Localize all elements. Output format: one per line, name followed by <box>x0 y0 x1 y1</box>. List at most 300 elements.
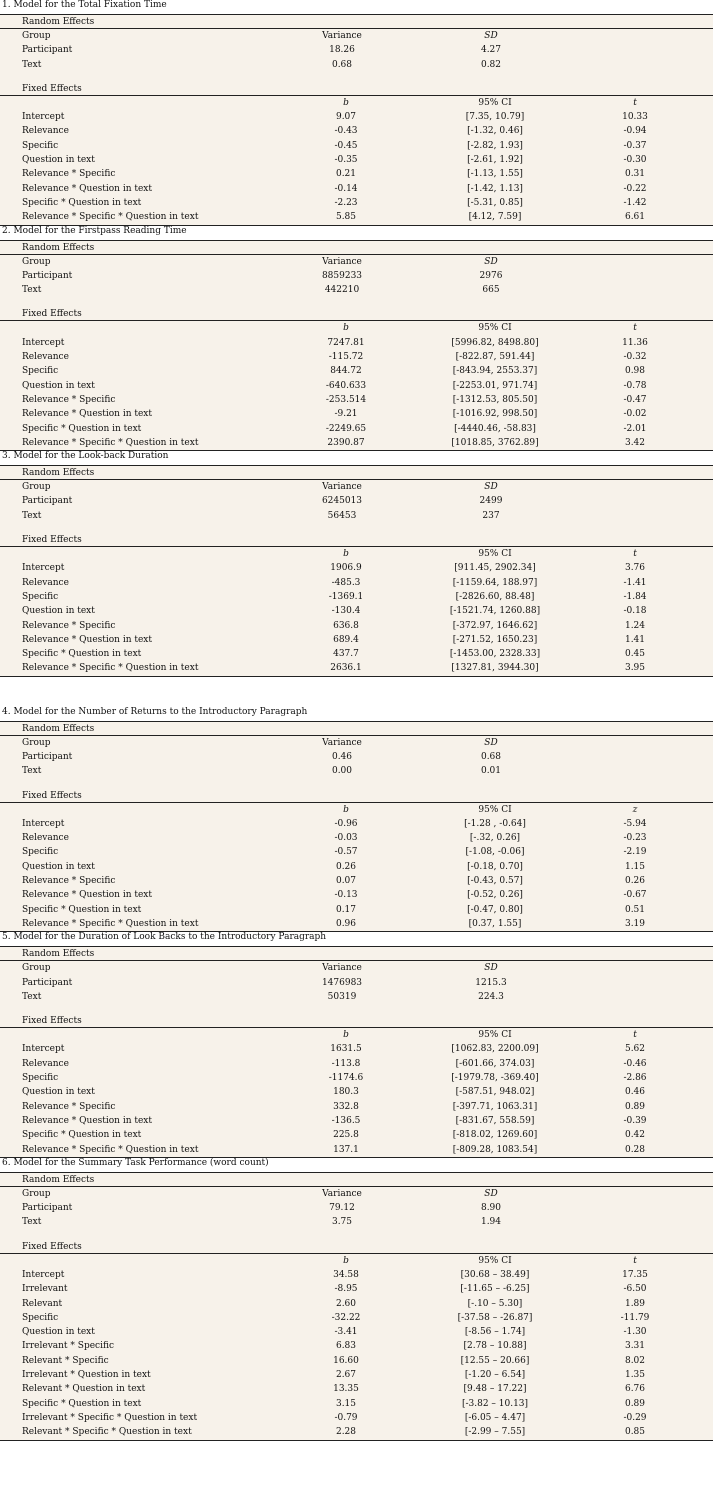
stat-value: 1.35 <box>624 1370 646 1381</box>
header-b: b <box>343 549 349 560</box>
stat-value: 1.24 <box>624 620 646 631</box>
header-sd: SD <box>484 963 498 974</box>
ci-value: [911.45, 2902.34] <box>454 563 536 574</box>
ci-value: [-2.99 – 7.55] <box>464 1427 526 1438</box>
term-name: Specific * Question in text <box>22 649 142 660</box>
b-value: -0.45 <box>334 140 358 151</box>
ci-value: [-4440.46, -58.83] <box>454 423 536 434</box>
fixed-effects-row <box>0 874 713 888</box>
fixed-effects-row <box>0 590 713 604</box>
stat-value: 1.41 <box>624 634 646 645</box>
sd-value: 1.94 <box>480 1217 502 1228</box>
stat-value: -0.23 <box>623 833 647 844</box>
fixed-effects-row <box>0 633 713 647</box>
random-effects-label: Random Effects <box>0 466 713 480</box>
model-section <box>0 226 713 452</box>
random-effects-label: Random Effects <box>0 241 713 255</box>
group-name: Text <box>22 766 42 777</box>
random-effects-row <box>0 509 713 523</box>
term-name: Relevance <box>22 577 69 588</box>
stat-value: 0.45 <box>624 649 646 660</box>
random-effects-row <box>0 269 713 283</box>
term-name: Relevant * Question in text <box>22 1384 146 1395</box>
header-sd: SD <box>484 482 498 493</box>
term-name: Intercept <box>22 818 65 829</box>
header-variance: Variance <box>322 256 362 267</box>
b-value: 2.28 <box>335 1427 357 1438</box>
random-effects-row <box>0 58 713 72</box>
random-effects-row <box>0 990 713 1004</box>
random-effects-block <box>0 15 713 82</box>
fixed-effects-row <box>0 196 713 210</box>
b-value: 16.60 <box>333 1355 359 1366</box>
b-value: 5.85 <box>335 212 357 223</box>
b-value: 13.35 <box>333 1384 359 1395</box>
header-b: b <box>343 804 349 815</box>
group-name: Text <box>22 510 42 521</box>
ci-value: [-1521.74, 1260.88] <box>449 606 541 617</box>
variance-value: 6245013 <box>321 496 363 507</box>
stat-value: -0.02 <box>623 409 647 420</box>
random-effects-row <box>0 494 713 508</box>
random-effects-row <box>0 1215 713 1229</box>
term-name: Relevance <box>22 833 69 844</box>
b-value: -0.43 <box>334 126 358 137</box>
section-title: 3. Model for the Look-back Duration <box>0 451 713 466</box>
variance-value: 0.46 <box>331 751 353 762</box>
term-name: Irrelevant * Specific * Question in text <box>22 1412 198 1423</box>
fixed-effects-block <box>0 1014 713 1158</box>
stat-value: 3.31 <box>624 1341 646 1352</box>
stat-value: 8.02 <box>624 1355 646 1366</box>
fixed-effects-label: Fixed Effects <box>0 1240 713 1254</box>
ci-value: [-6.05 – 4.47] <box>464 1412 526 1423</box>
term-name: Relevance * Specific * Question in text <box>22 918 199 929</box>
term-name: Relevance * Specific * Question in text <box>22 663 199 674</box>
random-effects-block <box>0 241 713 308</box>
b-value: -3.41 <box>334 1327 358 1338</box>
section-spacer <box>0 677 713 707</box>
fixed-effects-row <box>0 647 713 661</box>
spacer <box>0 779 713 789</box>
variance-value: 1476983 <box>321 977 363 988</box>
term-name: Question in text <box>22 380 95 391</box>
fixed-effects-row <box>0 124 713 138</box>
header-stat: t <box>633 1030 637 1041</box>
fixed-effects-row <box>0 1143 713 1158</box>
fixed-effects-row <box>0 1325 713 1339</box>
b-value: -0.03 <box>334 833 358 844</box>
b-value: -253.514 <box>325 394 367 405</box>
section-title: 2. Model for the Firstpass Reading Time <box>0 226 713 241</box>
term-name: Relevance * Specific <box>22 1101 116 1112</box>
group-name: Text <box>22 991 42 1002</box>
ci-value: [-1453.00, 2328.33] <box>449 649 541 660</box>
group-name: Text <box>22 1217 42 1228</box>
b-value: -136.5 <box>331 1115 361 1126</box>
spacer <box>0 523 713 533</box>
term-name: Relevance * Question in text <box>22 634 153 645</box>
stat-value: -0.67 <box>623 890 647 901</box>
stat-value: -1.41 <box>623 577 647 588</box>
fixed-effects-row <box>0 1057 713 1071</box>
fixed-effects-row <box>0 139 713 153</box>
fixed-effects-row <box>0 576 713 590</box>
fixed-effects-header <box>0 547 713 561</box>
sd-value: 2499 <box>479 496 503 507</box>
b-value: -0.35 <box>334 155 358 166</box>
stat-value: -2.86 <box>623 1073 647 1084</box>
random-effects-block <box>0 1173 713 1240</box>
fixed-effects-row <box>0 336 713 350</box>
stat-value: -0.37 <box>623 140 647 151</box>
b-value: 7247.81 <box>327 337 365 348</box>
section-title: 6. Model for the Summary Task Performance (word count) <box>0 1158 713 1173</box>
header-group: Group <box>22 256 51 267</box>
ci-value: [-5.31, 0.85] <box>467 197 523 208</box>
stat-value: 0.31 <box>624 169 646 180</box>
b-value: -32.22 <box>331 1312 361 1323</box>
term-name: Relevance <box>22 352 69 363</box>
fixed-effects-block <box>0 1240 713 1441</box>
variance-value: 50319 <box>327 991 357 1002</box>
ci-value: [-2826.60, 88.48] <box>455 591 535 602</box>
fixed-effects-row <box>0 1282 713 1296</box>
model-section <box>0 707 713 933</box>
b-value: -130.4 <box>331 606 361 617</box>
section-title: 5. Model for the Duration of Look Backs to the Introductory Paragraph <box>0 932 713 947</box>
fixed-effects-row <box>0 845 713 859</box>
header-b: b <box>343 1255 349 1266</box>
stat-value: -0.47 <box>623 394 647 405</box>
stat-value: -5.94 <box>623 818 647 829</box>
group-name: Text <box>22 59 42 70</box>
stat-value: 5.62 <box>624 1044 646 1055</box>
ci-value: [-37.58 – -26.87] <box>457 1312 533 1323</box>
ci-value: [9.48 – 17.22] <box>463 1384 527 1395</box>
term-name: Relevance * Specific * Question in text <box>22 1144 199 1155</box>
fixed-effects-row <box>0 1425 713 1440</box>
header-b: b <box>343 97 349 108</box>
fixed-effects-row <box>0 1397 713 1411</box>
fixed-effects-row <box>0 407 713 421</box>
term-name: Relevance * Specific <box>22 876 116 887</box>
ci-value: [2.78 – 10.88] <box>463 1341 527 1352</box>
term-name: Relevant <box>22 1298 63 1309</box>
b-value: 137.1 <box>333 1144 359 1155</box>
stat-value: -0.32 <box>623 352 647 363</box>
ci-value: [-1.13, 1.55] <box>467 169 523 180</box>
header-stat: t <box>633 97 637 108</box>
term-name: Specific <box>22 847 59 858</box>
random-effects-block <box>0 466 713 533</box>
stat-value: -0.78 <box>623 380 647 391</box>
fixed-effects-row <box>0 167 713 181</box>
model-section <box>0 451 713 677</box>
b-value: 0.07 <box>335 876 357 887</box>
b-value: 0.96 <box>335 918 357 929</box>
ci-value: [-822.87, 591.44] <box>455 352 535 363</box>
stat-value: -0.18 <box>623 606 647 617</box>
ci-value: [-587.51, 948.02] <box>455 1087 535 1098</box>
ci-value: [-0.47, 0.80] <box>467 904 523 915</box>
fixed-effects-row <box>0 1128 713 1142</box>
header-sd: SD <box>484 737 498 748</box>
b-value: -640.633 <box>325 380 367 391</box>
random-effects-row <box>0 1201 713 1215</box>
ci-value: [-271.52, 1650.23] <box>452 634 538 645</box>
b-value: 6.83 <box>335 1341 357 1352</box>
group-name: Participant <box>22 751 73 762</box>
stat-value: 1.89 <box>624 1298 646 1309</box>
fixed-effects-row <box>0 1268 713 1282</box>
b-value: 9.07 <box>335 112 357 123</box>
random-effects-row <box>0 43 713 57</box>
fixed-effects-row <box>0 350 713 364</box>
stat-value: -2.01 <box>623 423 647 434</box>
term-name: Specific * Question in text <box>22 423 142 434</box>
stat-value: 0.46 <box>624 1087 646 1098</box>
random-effects-label: Random Effects <box>0 1173 713 1187</box>
sd-value: 8.90 <box>480 1203 502 1214</box>
variance-value: 18.26 <box>329 45 355 56</box>
fixed-effects-row <box>0 182 713 196</box>
stat-value: 3.42 <box>624 437 646 448</box>
ci-value: [-1159.64, 188.97] <box>452 577 538 588</box>
random-effects-block <box>0 947 713 1014</box>
ci-value: [-397.71, 1063.31] <box>452 1101 538 1112</box>
fixed-effects-row <box>0 831 713 845</box>
stat-value: -1.42 <box>623 197 647 208</box>
term-name: Relevance <box>22 1058 69 1069</box>
b-value: 0.17 <box>335 904 357 915</box>
b-value: -0.79 <box>334 1412 358 1423</box>
b-value: -0.14 <box>334 183 358 194</box>
term-name: Relevance <box>22 126 69 137</box>
term-name: Specific * Question in text <box>22 1398 142 1409</box>
header-group: Group <box>22 963 51 974</box>
fixed-effects-row <box>0 1071 713 1085</box>
ci-value: [5996.82, 8498.80] <box>451 337 539 348</box>
stat-value: -6.50 <box>623 1284 647 1295</box>
fixed-effects-label: Fixed Effects <box>0 533 713 547</box>
random-effects-row <box>0 750 713 764</box>
term-name: Relevance * Specific * Question in text <box>22 212 199 223</box>
fixed-effects-header <box>0 1254 713 1268</box>
b-value: -1369.1 <box>328 591 364 602</box>
sd-value: 237 <box>482 510 500 521</box>
term-name: Irrelevant * Specific <box>22 1341 114 1352</box>
random-effects-header <box>0 961 713 975</box>
ci-value: [0.37, 1.55] <box>468 918 522 929</box>
header-stat: z <box>632 804 638 815</box>
b-value: 1631.5 <box>330 1044 362 1055</box>
fixed-effects-row <box>0 561 713 575</box>
term-name: Relevant * Specific <box>22 1355 109 1366</box>
ci-value: [-2253.01, 971.74] <box>452 380 538 391</box>
term-name: Relevance * Specific <box>22 169 116 180</box>
header-ci: 95% CI <box>478 804 512 815</box>
fixed-effects-label: Fixed Effects <box>0 1014 713 1028</box>
ci-value: [-.10 – 5.30] <box>467 1298 523 1309</box>
ci-value: [-818.02, 1269.60] <box>452 1130 538 1141</box>
sd-value: 0.82 <box>480 59 502 70</box>
group-name: Participant <box>22 45 73 56</box>
model-section <box>0 0 713 226</box>
b-value: 437.7 <box>333 649 359 660</box>
header-group: Group <box>22 737 51 748</box>
stat-value: -0.39 <box>623 1115 647 1126</box>
fixed-effects-row <box>0 860 713 874</box>
fixed-effects-row <box>0 393 713 407</box>
fixed-effects-block <box>0 82 713 226</box>
model-section <box>0 1158 713 1441</box>
header-b: b <box>343 1030 349 1041</box>
term-name: Specific <box>22 1312 59 1323</box>
term-name: Relevance * Question in text <box>22 409 153 420</box>
header-ci: 95% CI <box>478 1255 512 1266</box>
term-name: Question in text <box>22 861 95 872</box>
b-value: 2636.1 <box>330 663 362 674</box>
spacer <box>0 1004 713 1014</box>
fixed-effects-row <box>0 619 713 633</box>
ci-value: [-2.82, 1.93] <box>467 140 523 151</box>
random-effects-label: Random Effects <box>0 15 713 29</box>
b-value: 844.72 <box>330 366 362 377</box>
fixed-effects-row <box>0 1100 713 1114</box>
random-effects-header <box>0 1187 713 1201</box>
sd-value: 0.01 <box>480 766 502 777</box>
stat-value: 0.51 <box>624 904 646 915</box>
fixed-effects-row <box>0 1354 713 1368</box>
b-value: -0.13 <box>334 890 358 901</box>
ci-value: [-.32, 0.26] <box>469 833 521 844</box>
header-variance: Variance <box>322 737 362 748</box>
group-name: Participant <box>22 1203 73 1214</box>
fixed-effects-row <box>0 1085 713 1099</box>
header-stat: t <box>633 1255 637 1266</box>
fixed-effects-row <box>0 1114 713 1128</box>
fixed-effects-row <box>0 1411 713 1425</box>
b-value: 1906.9 <box>330 563 362 574</box>
term-name: Specific <box>22 366 59 377</box>
fixed-effects-header <box>0 803 713 817</box>
variance-value: 442210 <box>324 285 360 296</box>
b-value: 34.58 <box>333 1270 359 1280</box>
header-b: b <box>343 323 349 334</box>
fixed-effects-row <box>0 1382 713 1396</box>
term-name: Relevance * Specific * Question in text <box>22 437 199 448</box>
term-name: Specific <box>22 140 59 151</box>
term-name: Specific <box>22 1073 59 1084</box>
header-group: Group <box>22 1188 51 1199</box>
b-value: -0.57 <box>334 847 358 858</box>
header-variance: Variance <box>322 482 362 493</box>
ci-value: [1018.85, 3762.89] <box>451 437 539 448</box>
b-value: 0.26 <box>335 861 357 872</box>
b-value: 636.8 <box>333 620 359 631</box>
stat-value: 17.35 <box>622 1270 648 1280</box>
fixed-effects-label: Fixed Effects <box>0 307 713 321</box>
ci-value: [4.12, 7.59] <box>468 212 522 223</box>
header-ci: 95% CI <box>478 97 512 108</box>
term-name: Relevance * Specific <box>22 394 116 405</box>
term-name: Relevant * Specific * Question in text <box>22 1427 192 1438</box>
term-name: Specific <box>22 591 59 602</box>
spacer <box>0 297 713 307</box>
ci-value: [1062.83, 2200.09] <box>451 1044 539 1055</box>
variance-value: 0.68 <box>331 59 353 70</box>
stat-value: 0.28 <box>624 1144 646 1155</box>
stat-value: 0.98 <box>624 366 646 377</box>
b-value: -1174.6 <box>328 1073 364 1084</box>
header-group: Group <box>22 482 51 493</box>
header-variance: Variance <box>322 1188 362 1199</box>
random-effects-block <box>0 722 713 789</box>
ci-value: [12.55 – 20.66] <box>460 1355 530 1366</box>
b-value: 225.8 <box>333 1130 359 1141</box>
fixed-effects-block <box>0 533 713 677</box>
term-name: Question in text <box>22 1087 95 1098</box>
fixed-effects-row <box>0 817 713 831</box>
stat-value: -1.84 <box>623 591 647 602</box>
stat-value: 6.76 <box>624 1384 646 1395</box>
stat-value: -0.94 <box>623 126 647 137</box>
random-effects-header <box>0 736 713 750</box>
stat-value: -0.29 <box>623 1412 647 1423</box>
fixed-effects-block <box>0 789 713 933</box>
random-effects-label: Random Effects <box>0 947 713 961</box>
term-name: Intercept <box>22 112 65 123</box>
b-value: 689.4 <box>333 634 359 645</box>
term-name: Irrelevant * Question in text <box>22 1370 151 1381</box>
fixed-effects-row <box>0 364 713 378</box>
ci-value: [-1.42, 1.13] <box>467 183 523 194</box>
stat-value: -1.30 <box>623 1327 647 1338</box>
random-effects-row <box>0 976 713 990</box>
sd-value: 2976 <box>479 270 503 281</box>
stat-value: 3.76 <box>624 563 646 574</box>
fixed-effects-row <box>0 436 713 451</box>
spacer <box>0 72 713 82</box>
variance-value: 56453 <box>327 510 357 521</box>
b-value: 2390.87 <box>327 437 365 448</box>
ci-value: [1327.81, 3944.30] <box>451 663 539 674</box>
ci-value: [-0.43, 0.57] <box>467 876 523 887</box>
group-name: Participant <box>22 270 73 281</box>
term-name: Question in text <box>22 155 95 166</box>
header-ci: 95% CI <box>478 323 512 334</box>
term-name: Specific * Question in text <box>22 1130 142 1141</box>
stat-value: -11.79 <box>620 1312 650 1323</box>
fixed-effects-row <box>0 379 713 393</box>
ci-value: [-809.28, 1083.54] <box>452 1144 538 1155</box>
header-ci: 95% CI <box>478 1030 512 1041</box>
header-sd: SD <box>484 1188 498 1199</box>
term-name: Specific * Question in text <box>22 904 142 915</box>
header-ci: 95% CI <box>478 549 512 560</box>
group-name: Text <box>22 285 42 296</box>
b-value: -113.8 <box>331 1058 361 1069</box>
term-name: Question in text <box>22 1327 95 1338</box>
random-effects-header <box>0 29 713 43</box>
model-section <box>0 932 713 1158</box>
fixed-effects-row <box>0 153 713 167</box>
term-name: Question in text <box>22 606 95 617</box>
term-name: Relevance * Question in text <box>22 1115 153 1126</box>
fixed-effects-row <box>0 1368 713 1382</box>
random-effects-label: Random Effects <box>0 722 713 736</box>
